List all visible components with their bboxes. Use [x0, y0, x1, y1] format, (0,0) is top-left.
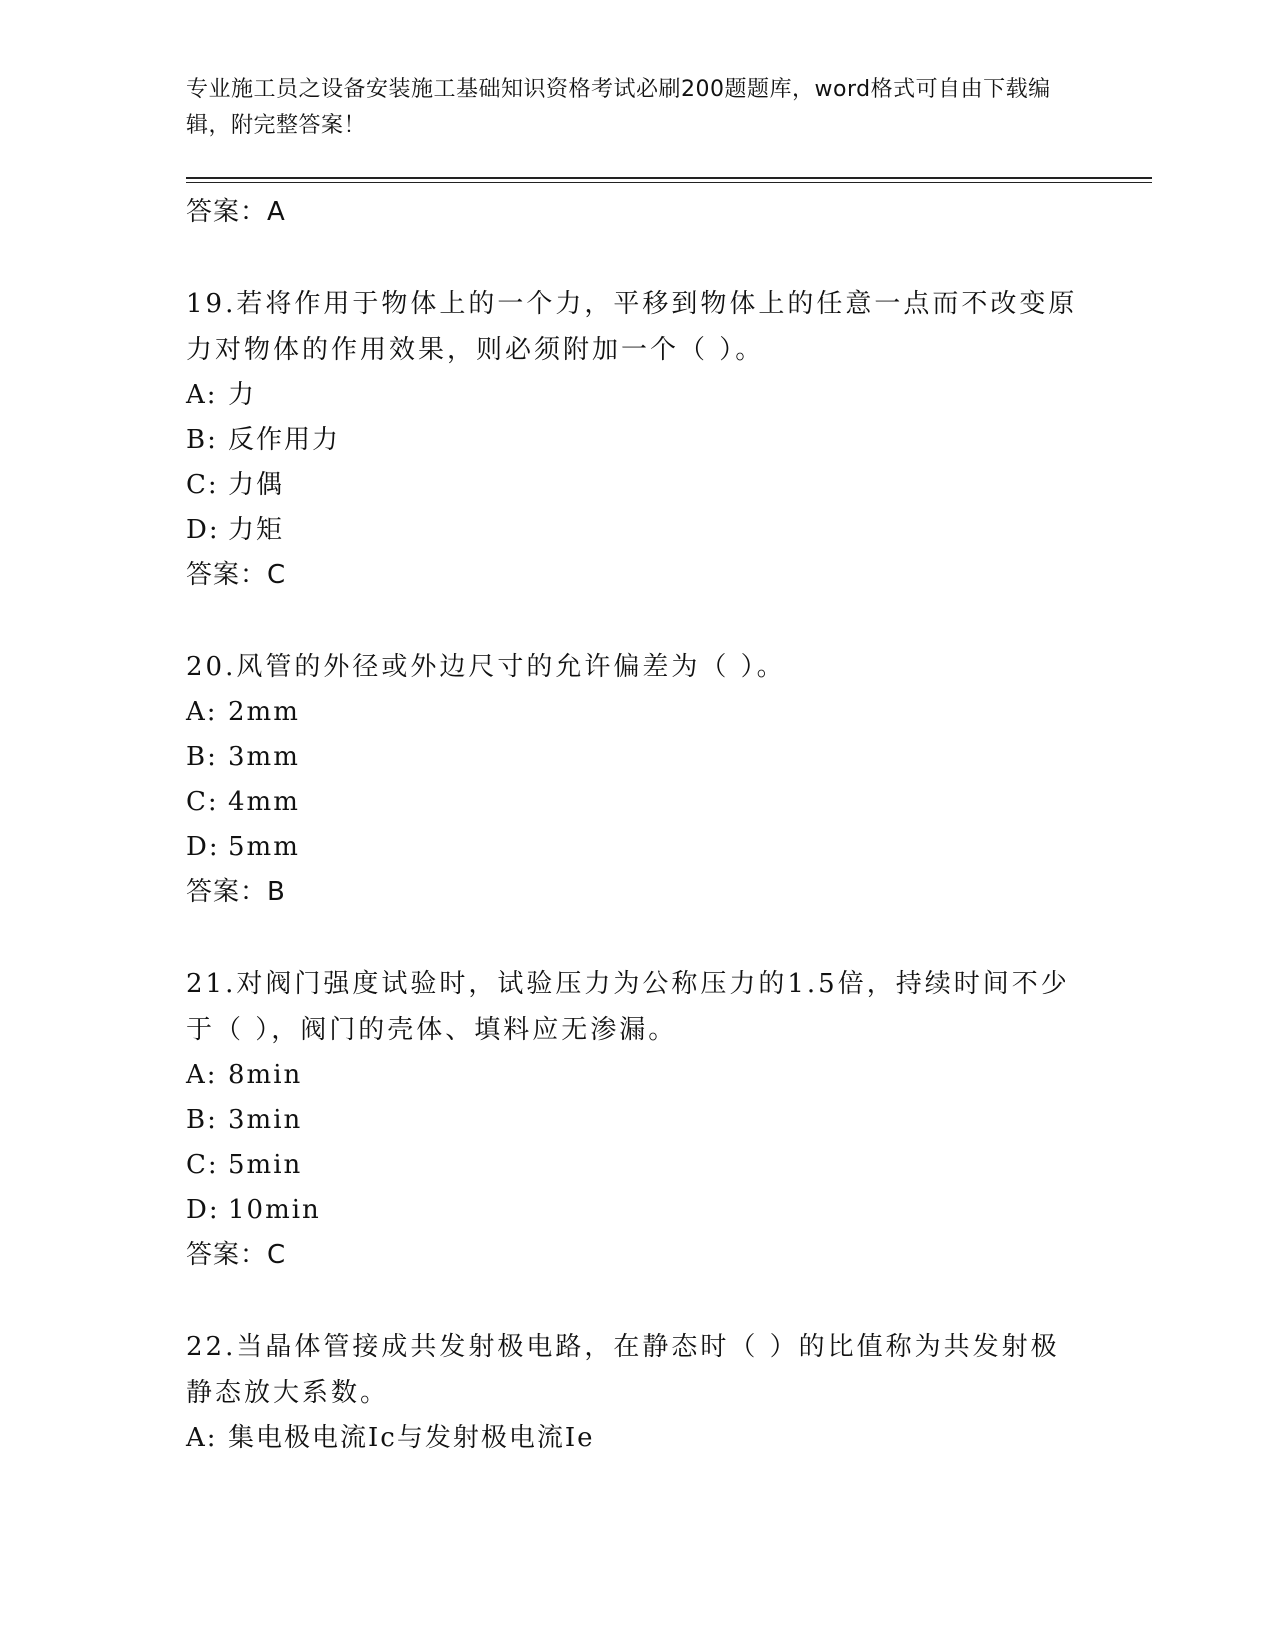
question-stem: 19.若将作用于物体上的一个力，平移到物体上的任意一点而不改变原力对物体的作用效果，则必须附加一个（ ）。	[186, 289, 1078, 365]
answer-line	[186, 1233, 1086, 1278]
option-text: 8min	[228, 1060, 303, 1090]
option-key: C:	[186, 470, 219, 500]
option-text: 10min	[228, 1195, 321, 1225]
option-key: D:	[186, 1195, 220, 1225]
option-text: 集电极电流Ic与发射极电流Ie	[228, 1423, 595, 1453]
question-19	[186, 281, 1086, 598]
option-text: 力	[228, 380, 257, 410]
option-text: 3min	[228, 1105, 303, 1135]
option-key: A:	[186, 380, 218, 410]
option-text: 5min	[228, 1150, 303, 1180]
option-key: B:	[186, 1105, 218, 1135]
answer-line	[186, 870, 1086, 915]
option-text: 3mm	[228, 742, 300, 772]
answer-label: 答案：	[186, 877, 268, 907]
answer-label: 答案：	[186, 1240, 268, 1270]
option-key: B:	[186, 425, 218, 455]
answer-label: 答案：	[186, 560, 268, 590]
question-list	[186, 190, 1086, 1461]
option-c	[186, 780, 1086, 825]
option-key: B:	[186, 742, 218, 772]
option-key: C:	[186, 1150, 219, 1180]
option-a	[186, 373, 1086, 418]
page-header: 专业施工员之设备安装施工基础知识资格考试必刷200题题库，word格式可自由下载编辑，附完整答案！	[186, 77, 1051, 138]
option-b	[186, 418, 1086, 463]
answer-value: C	[267, 1240, 287, 1270]
header-divider	[186, 177, 1152, 183]
option-text: 5mm	[228, 832, 300, 862]
question-22	[186, 1324, 1086, 1461]
option-text: 力矩	[228, 515, 285, 545]
option-a	[186, 690, 1086, 735]
option-key: C:	[186, 787, 219, 817]
option-b	[186, 735, 1086, 780]
option-c	[186, 1143, 1086, 1188]
option-text: 反作用力	[228, 425, 341, 455]
option-d	[186, 1188, 1086, 1233]
option-text: 力偶	[228, 470, 285, 500]
question-stem: 20.风管的外径或外边尺寸的允许偏差为（ ）。	[186, 652, 786, 682]
question-stem: 22.当晶体管接成共发射极电路，在静态时（ ）的比值称为共发射极静态放大系数。	[186, 1332, 1060, 1408]
option-key: D:	[186, 832, 220, 862]
option-key: A:	[186, 1060, 218, 1090]
question-stem: 21.对阀门强度试验时，试验压力为公称压力的1.5倍，持续时间不少于（ ），阀门的壳体、填料应无渗漏。	[186, 969, 1070, 1045]
answer-line	[186, 190, 1086, 235]
option-c	[186, 463, 1086, 508]
answer-label: 答案：	[186, 197, 268, 227]
option-d	[186, 825, 1086, 870]
option-a	[186, 1416, 1086, 1461]
option-a	[186, 1053, 1086, 1098]
question-20	[186, 644, 1086, 915]
option-text: 2mm	[228, 697, 300, 727]
option-key: A:	[186, 697, 218, 727]
option-b	[186, 1098, 1086, 1143]
question-21	[186, 961, 1086, 1278]
answer-line	[186, 553, 1086, 598]
answer-value: A	[267, 197, 286, 227]
option-text: 4mm	[228, 787, 300, 817]
option-key: A:	[186, 1423, 218, 1453]
option-key: D:	[186, 515, 220, 545]
answer-value: B	[267, 877, 286, 907]
answer-value: C	[267, 560, 287, 590]
option-d	[186, 508, 1086, 553]
